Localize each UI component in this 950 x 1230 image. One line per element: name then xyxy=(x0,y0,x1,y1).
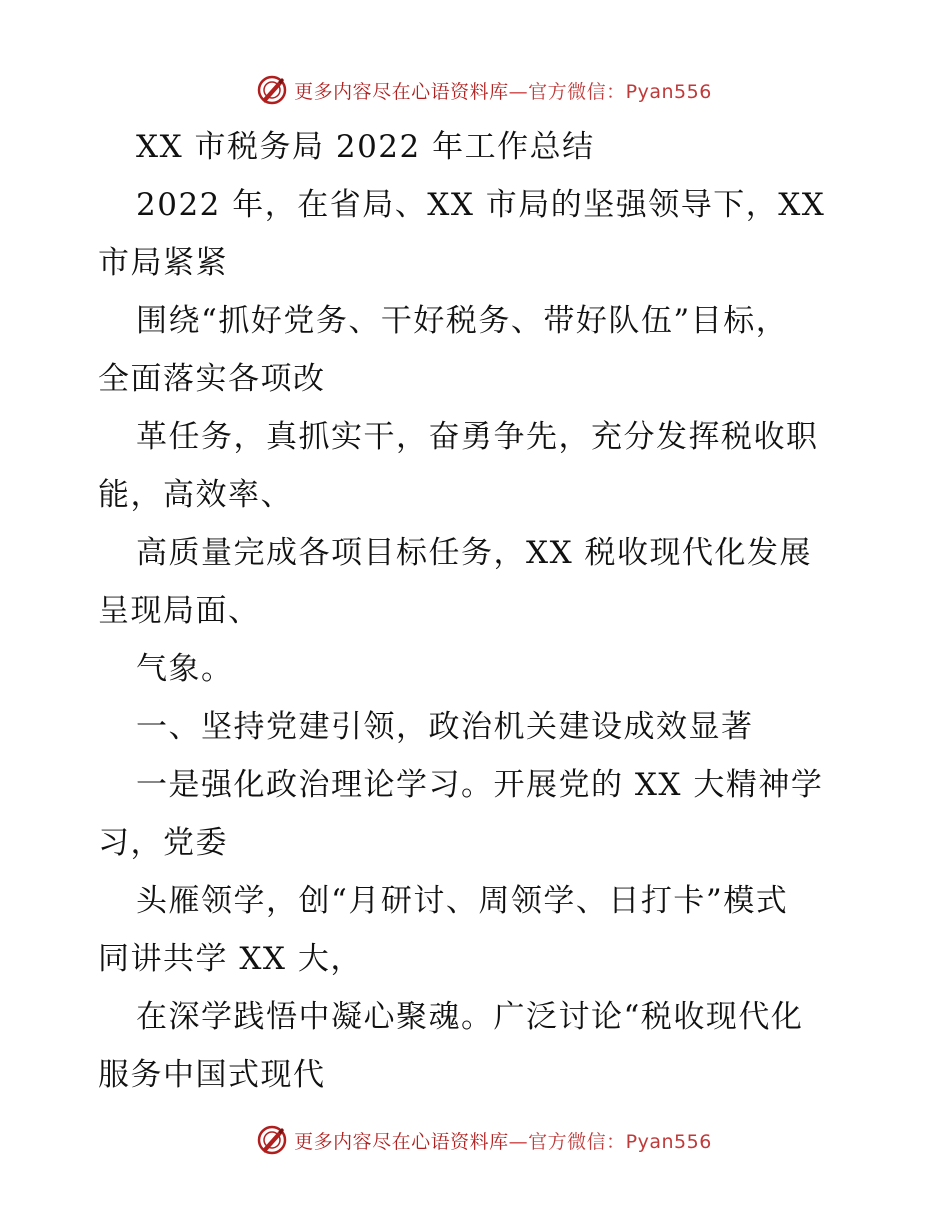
header-banner-text xyxy=(294,77,712,104)
paragraph-line: 能，高效率、 xyxy=(98,477,293,513)
seal-pen-logo-icon xyxy=(256,74,288,106)
paragraph-line: 市局紧紧 xyxy=(98,245,228,281)
paragraph-line: 全面落实各项改 xyxy=(98,361,326,397)
paragraph-line: 头雁领学，创“月研讨、周领学、日打卡”模式 xyxy=(136,883,789,919)
paragraph-line: 同讲共学 XX 大， xyxy=(98,941,363,977)
paragraph-line: 高质量完成各项目标任务，XX 税收现代化发展 xyxy=(136,535,812,571)
banner-separator: — xyxy=(508,80,529,103)
section-heading: 一、坚持党建引领，政治机关建设成效显著 xyxy=(136,709,754,745)
banner-wechat: 官方微信：Pyan556 xyxy=(528,1130,712,1153)
footer-banner-content xyxy=(256,1124,712,1156)
paragraph-line: 围绕“抓好党务、干好税务、带好队伍”目标， xyxy=(136,303,789,339)
banner-title: 更多内容尽在心语资料库 xyxy=(294,80,509,103)
paragraph-line: 在深学践悟中凝心聚魂。广泛讨论“税收现代化 xyxy=(136,999,804,1035)
footer-banner xyxy=(0,1120,950,1160)
seal-pen-logo-icon xyxy=(256,1124,288,1156)
paragraph-line: 气象。 xyxy=(136,651,234,687)
paragraph-line: 一是强化政治理论学习。开展党的 XX 大精神学 xyxy=(136,767,824,803)
header-banner-content xyxy=(256,74,712,106)
paragraph-line: 习，党委 xyxy=(98,825,228,861)
banner-wechat: 官方微信：Pyan556 xyxy=(528,80,712,103)
banner-title: 更多内容尽在心语资料库 xyxy=(294,1130,509,1153)
footer-banner-text xyxy=(294,1127,712,1154)
document-title: XX 市税务局 2022 年工作总结 xyxy=(136,129,595,165)
banner-separator: — xyxy=(508,1130,529,1153)
paragraph-line: 呈现局面、 xyxy=(98,593,261,629)
header-banner xyxy=(0,70,950,110)
paragraph-line: 服务中国式现代 xyxy=(98,1057,326,1093)
paragraph-line: 2022 年，在省局、XX 市局的坚强领导下，XX xyxy=(136,187,826,223)
paragraph-line: 革任务，真抓实干，奋勇争先，充分发挥税收职 xyxy=(136,419,819,455)
